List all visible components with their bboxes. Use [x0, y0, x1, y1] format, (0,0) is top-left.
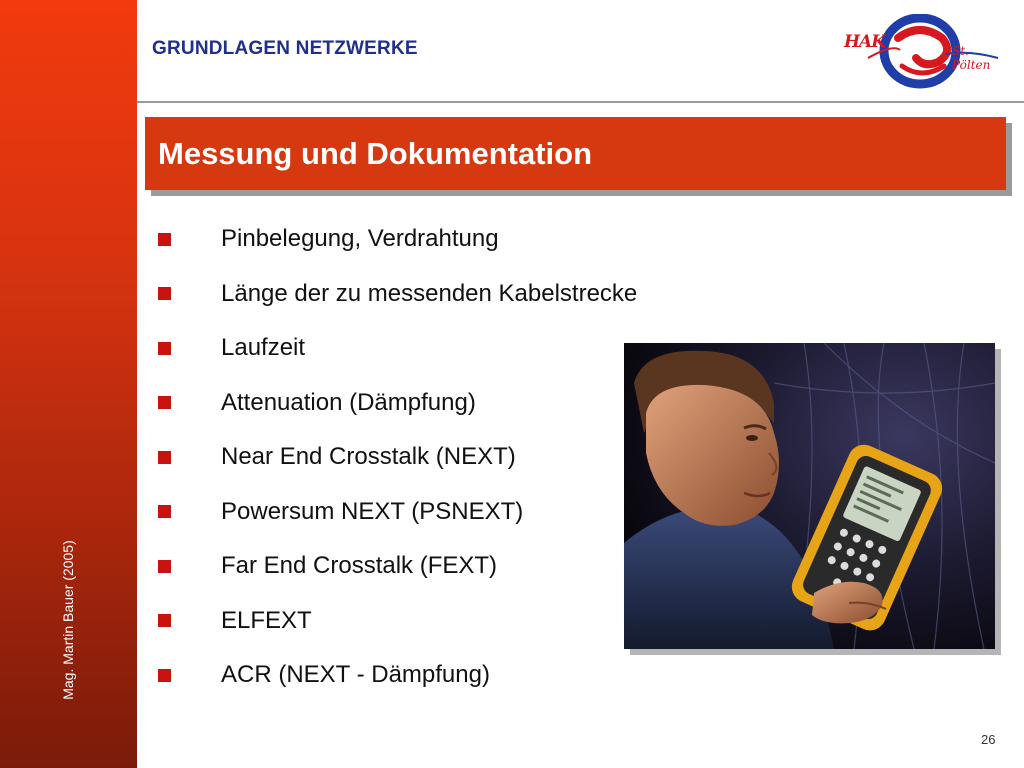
bullet-item: [158, 430, 637, 485]
square-bullet-icon: [158, 342, 171, 355]
bullet-text: Near End Crosstalk (NEXT): [221, 443, 516, 471]
bullet-item: [158, 267, 637, 322]
bullet-list: [158, 212, 637, 703]
logo-text-left: HAK: [844, 32, 886, 52]
bullet-text: Pinbelegung, Verdrahtung: [221, 225, 499, 253]
square-bullet-icon: [158, 396, 171, 409]
bullet-text: Attenuation (Dämpfung): [221, 388, 476, 416]
square-bullet-icon: [158, 505, 171, 518]
bullet-item: [158, 321, 637, 376]
logo-text-right: St. Pölten: [952, 44, 991, 72]
bullet-text: ELFEXT: [221, 606, 312, 634]
technician-illustration: [624, 343, 995, 649]
bullet-item: [158, 648, 637, 703]
square-bullet-icon: [158, 614, 171, 627]
header-divider: [137, 101, 1024, 103]
bullet-text: Far End Crosstalk (FEXT): [221, 552, 498, 580]
bullet-text: Powersum NEXT (PSNEXT): [221, 497, 524, 525]
square-bullet-icon: [158, 560, 171, 573]
square-bullet-icon: [158, 287, 171, 300]
bullet-item: [158, 594, 637, 649]
author-credit: Mag. Martin Bauer (2005): [60, 540, 76, 700]
sidebar: [0, 0, 137, 768]
square-bullet-icon: [158, 451, 171, 464]
technician-photo: [624, 343, 995, 649]
title-bar: [145, 117, 1006, 190]
bullet-text: ACR (NEXT - Dämpfung): [221, 661, 490, 689]
bullet-item: [158, 539, 637, 594]
page-number: 26: [981, 732, 996, 747]
square-bullet-icon: [158, 233, 171, 246]
slide-title: Messung und Dokumentation: [158, 135, 592, 171]
bullet-text: Länge der zu messenden Kabelstrecke: [221, 279, 638, 307]
bullet-item: [158, 376, 637, 431]
bullet-text: Laufzeit: [221, 334, 306, 362]
header-title: GRUNDLAGEN NETZWERKE: [152, 38, 418, 59]
bullet-item: [158, 212, 637, 267]
bullet-item: [158, 485, 637, 540]
school-logo: [838, 14, 1008, 90]
square-bullet-icon: [158, 669, 171, 682]
